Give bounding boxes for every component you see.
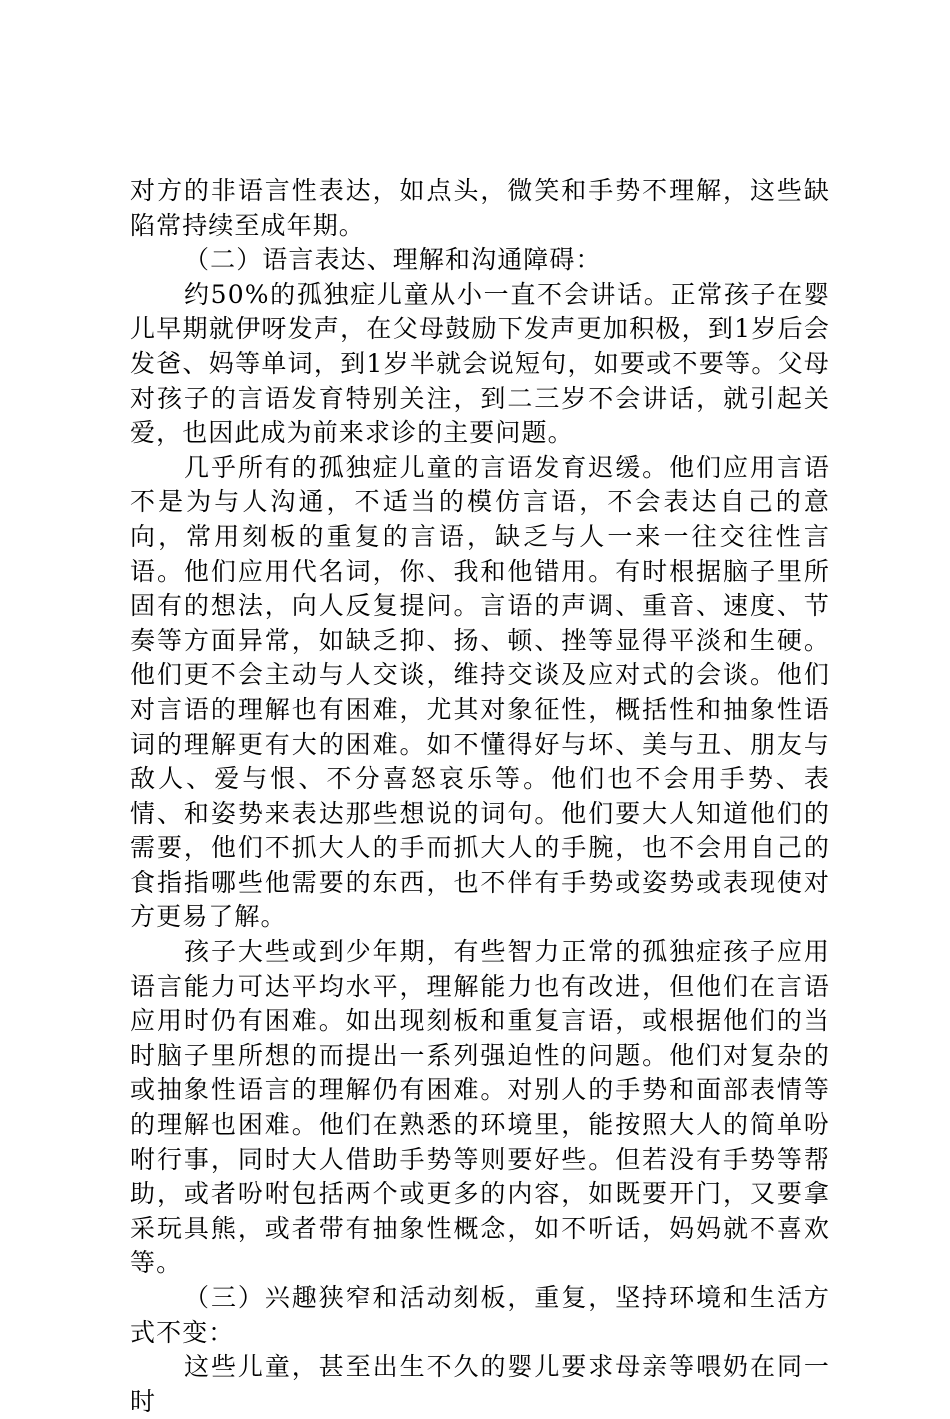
document-page xyxy=(130,174,830,1419)
section-heading-language: （二）语言表达、理解和沟通障碍： xyxy=(184,245,602,275)
paragraph-adolescence: 孩子大些或到少年期，有些智力正常的孤独症孩子应用语言能力可达平均水平，理解能力也有改进，但他们在言语应用时仍有困难。如出现刻板和重复言语，或根据他们的当时脑子里所想的而提出一系列强迫性的问题。他们对复杂的或抽象性语言的理解仍有困难。对别人的手势和面部表情等的理解也困难。他们在熟悉的环境里，能按照大人的简单吩咐行事，同时大人借助手势等则要好些。但若没有手势等帮助，或者吩咐包括两个或更多的内容，如既要开门，又要拿采玩具熊，或者带有抽象性概念，如不听话，妈妈就不喜欢等。 xyxy=(130,937,830,1278)
paragraph-routine: 这些儿童，甚至出生不久的婴儿要求母亲等喂奶在同一时 xyxy=(130,1352,830,1416)
paragraph-continuation: 对方的非语言性表达，如点头，微笑和手势不理解，这些缺陷常持续至成年期。 xyxy=(130,176,830,240)
paragraph-speech-delay: 几乎所有的孤独症儿童的言语发育迟缓。他们应用言语不是为与人沟通，不适当的模仿言语，不会表达自己的意向，常用刻板的重复的言语，缺乏与人一来一往交往性言语。他们应用代名词，你、我和他错用。有时根据脑子里所固有的想法，向人反复提问。言语的声调、重音、速度、节奏等方面异常，如缺乏抑、扬、顿、挫等显得平淡和生硬。他们更不会主动与人交谈，维持交谈及应对式的会谈。他们对言语的理解也有困难，尤其对象征性，概括性和抽象性语词的理解更有大的困难。如不懂得好与坏、美与丑、朋友与敌人、爱与恨、不分喜怒哀乐等。他们也不会用手势、表情、和姿势来表达那些想说的词句。他们要大人知道他们的需要，他们不抓大人的手而抓大人的手腕，也不会用自己的食指指哪些他需要的东西，也不伴有手势或姿势或表现使对方更易了解。 xyxy=(130,452,830,932)
paragraph-speech-development: 约50%的孤独症儿童从小一直不会讲话。正常孩子在婴儿早期就伊呀发声，在父母鼓励下发声更加积极，到1岁后会发爸、妈等单词，到1岁半就会说短句，如要或不要等。父母对孩子的言语发育特别关注，到二三岁不会讲话，就引起关爱，也因此成为前来求诊的主要问题。 xyxy=(130,279,830,448)
section-heading-interests: （三）兴趣狭窄和活动刻板，重复，坚持环境和生活方式不变： xyxy=(130,1283,830,1347)
